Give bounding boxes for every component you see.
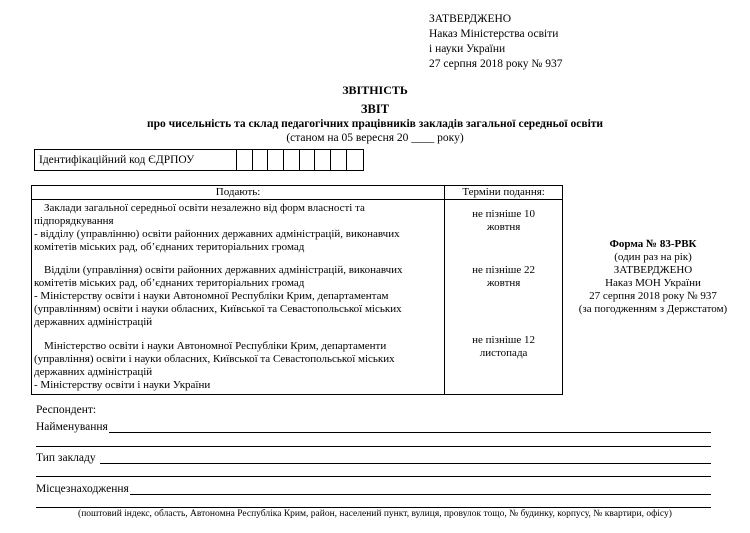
row-text: (управління) освіти і науки обласних, Київської та Севастопольської міських: [34, 353, 395, 365]
deadline-text: жовтня: [486, 221, 521, 233]
location-field[interactable]: [130, 494, 711, 495]
row-text: підпорядкування: [34, 215, 114, 227]
form-info-line: (один раз на рік): [614, 251, 692, 263]
table-row: [32, 334, 563, 395]
row-text: - відділу (управлінню) освіти районних державних адміністрацій, виконавчих: [34, 228, 400, 240]
table-row: [32, 200, 563, 259]
form-info-line: (за погодженням з Держстатом): [578, 303, 728, 315]
approved-line: ЗАТВЕРДЖЕНО: [429, 13, 512, 25]
institution-type-label: Тип закладу: [36, 452, 96, 464]
table-row: [32, 258, 563, 334]
approved-line: Наказ Міністерства освіти: [429, 28, 559, 40]
row-text: комітетів міських рад, об’єднаних територіальних громад: [34, 277, 305, 289]
form-info-line: Наказ МОН України: [605, 277, 701, 289]
edrpou-digit-cell[interactable]: [237, 150, 253, 170]
row-text: комітетів міських рад, об’єднаних територіальних громад: [34, 241, 305, 253]
approved-line: 27 серпня 2018 року № 937: [429, 58, 563, 70]
institution-type-field-continuation[interactable]: [36, 476, 711, 477]
location-field-continuation[interactable]: [36, 507, 711, 508]
edrpou-digit-cell[interactable]: [347, 150, 363, 170]
report-title: ЗВІТ: [360, 102, 390, 116]
deadline-text: жовтня: [486, 277, 521, 289]
approval-stamp: [429, 12, 562, 72]
name-label: Найменування: [36, 421, 108, 433]
respondent-heading: Респондент:: [36, 404, 97, 416]
location-hint: (поштовий індекс, область, Автономна Республіка Крим, район, населений пункт, вулиця, провулок тощо, № будинку, корпусу, № квартири, офісу): [78, 509, 672, 519]
name-field-continuation[interactable]: [36, 446, 711, 447]
row-text: Заклади загальної середньої освіти незалежно від форм власності та: [44, 202, 365, 214]
deadline-text: не пізніше 12: [472, 334, 536, 346]
edrpou-digit-cell[interactable]: [268, 150, 284, 170]
row-text: - Міністерству освіти і науки України: [34, 379, 211, 391]
row-text: державних адміністрацій: [34, 316, 153, 328]
edrpou-code-box: [34, 149, 364, 171]
form-number: Форма № 83-РВК: [609, 238, 697, 250]
edrpou-digit-cell[interactable]: [331, 150, 347, 170]
row-text: державних адміністрацій: [34, 366, 153, 378]
form-info-line: ЗАТВЕРДЖЕНО: [613, 264, 693, 276]
row-text: Міністерство освіти і науки Автономної Республіки Крим, департаменти: [44, 340, 387, 352]
report-subject: про чисельність та склад педагогічних працівників закладів загальної середньої освіти: [146, 118, 604, 130]
institution-type-field[interactable]: [100, 463, 711, 464]
row-text: (управлінням) освіти і науки обласних, Київської та Севастопольської міських: [34, 303, 402, 315]
name-field[interactable]: [109, 432, 711, 433]
report-type-title: ЗВІТНІСТЬ: [342, 83, 408, 97]
location-label: Місцезнаходження: [36, 483, 129, 495]
report-as-of-date: (станом на 05 вересня 20 ____ року): [286, 132, 464, 144]
edrpou-digit-cell[interactable]: [300, 150, 316, 170]
table-header-deadline: Терміни подання:: [445, 186, 563, 200]
submission-table: [31, 185, 563, 395]
edrpou-digit-cell[interactable]: [284, 150, 300, 170]
form-info-line: 27 серпня 2018 року № 937: [589, 290, 717, 302]
table-header-submit: Подають:: [32, 186, 445, 200]
edrpou-label: Ідентифікаційний код ЄДРПОУ: [35, 150, 237, 170]
edrpou-digit-cell[interactable]: [253, 150, 269, 170]
deadline-text: не пізніше 10: [472, 208, 536, 220]
edrpou-digit-cell[interactable]: [315, 150, 331, 170]
deadline-text: листопада: [479, 347, 528, 359]
row-text: Відділи (управління) освіти районних державних адміністрацій, виконавчих: [44, 264, 403, 276]
form-info-block: [563, 238, 743, 316]
deadline-text: не пізніше 22: [472, 264, 536, 276]
row-text: - Міністерству освіти і науки Автономної Республіки Крим, департаментам: [34, 290, 389, 302]
approved-line: і науки України: [429, 43, 506, 55]
